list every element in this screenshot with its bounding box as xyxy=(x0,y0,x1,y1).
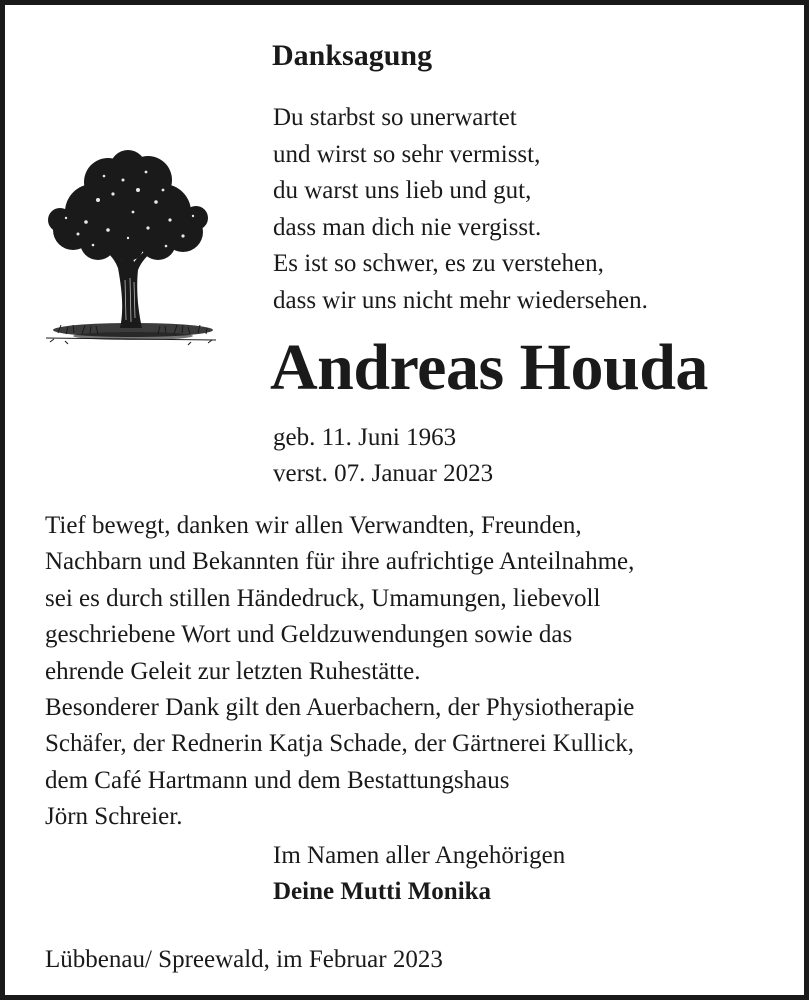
body-line: Nachbarn und Bekannten für ihre aufrichtige Anteilnahme, xyxy=(45,548,635,576)
body-line: Tief bewegt, danken wir allen Verwandten, Freunden, xyxy=(45,512,582,539)
death-date: verst. 07. Januar 2023 xyxy=(273,460,494,487)
body-line: Schäfer, der Rednerin Katja Schade, der Gärtnerei Kullick, xyxy=(45,730,635,758)
deceased-name: Andreas Houda xyxy=(270,331,708,404)
body-line: geschriebene Wort und Geldzuwendungen sowie das xyxy=(45,621,573,649)
body-line: sei es durch stillen Händedruck, Umamungen, liebevoll xyxy=(45,584,601,612)
poem-line: und wirst so sehr vermisst, xyxy=(273,140,541,168)
signature: Deine Mutti Monika xyxy=(273,878,492,905)
body-line: dem Café Hartmann und dem Bestattungshaus xyxy=(45,766,510,794)
life-dates xyxy=(273,420,493,492)
tree-icon xyxy=(38,150,220,350)
birth-date: geb. 11. Juni 1963 xyxy=(273,424,457,451)
closing-line: Im Namen aller Angehörigen xyxy=(273,842,566,869)
poem-line: dass man dich nie vergisst. xyxy=(273,213,542,241)
place-and-date: Lübbenau/ Spreewald, im Februar 2023 xyxy=(45,946,443,973)
notice-title: Danksagung xyxy=(272,39,433,72)
poem-line: dass wir uns nicht mehr wiedersehen. xyxy=(273,286,648,314)
body-line: Jörn Schreier. xyxy=(45,803,183,831)
body-line: ehrende Geleit zur letzten Ruhestätte. xyxy=(45,657,421,685)
poem-line: du warst uns lieb und gut, xyxy=(273,177,532,204)
poem xyxy=(273,100,648,319)
poem-line: Du starbst so unerwartet xyxy=(273,104,517,131)
body-line: Besonderer Dank gilt den Auerbachern, der Physiotherapie xyxy=(45,694,635,722)
closing xyxy=(273,838,565,910)
thank-you-text xyxy=(45,508,785,836)
poem-line: Es ist so schwer, es zu verstehen, xyxy=(273,250,604,277)
